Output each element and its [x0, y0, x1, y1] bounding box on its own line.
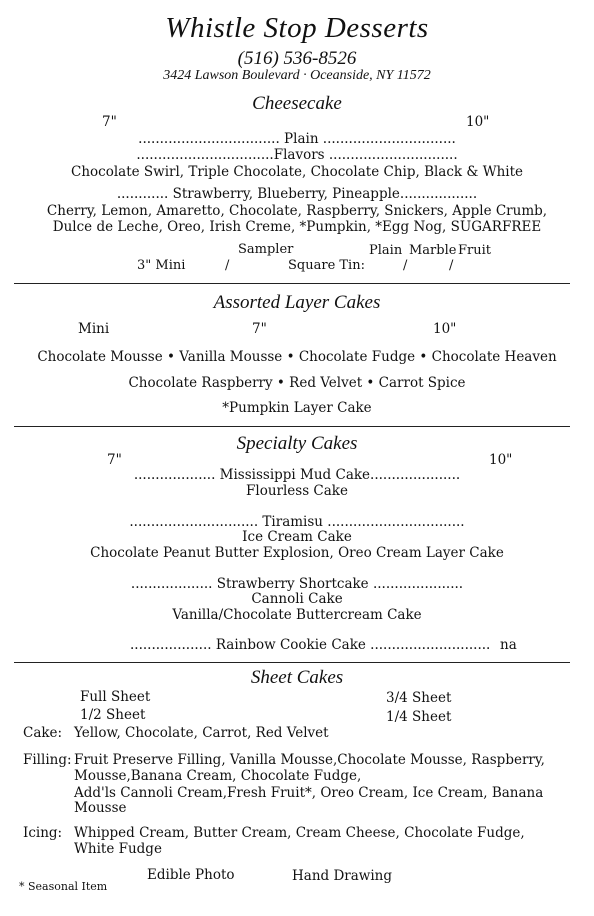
mud-cake-line: ................... Mississippi Mud Cake..................... — [133, 467, 461, 483]
plain-option-label: Plain — [369, 243, 403, 258]
half-sheet: 1/2 Sheet — [80, 707, 146, 723]
layer-cakes-heading: Assorted Layer Cakes — [213, 292, 381, 313]
cake-label: Cake: — [23, 725, 63, 741]
filling-options-1: Fruit Preserve Filling, Vanilla Mousse,Chocolate Mousse, Raspberry, — [74, 752, 545, 768]
layer-size-mini: Mini — [78, 321, 110, 337]
cheesecake-flavors-list-2: Cherry, Lemon, Amaretto, Chocolate, Raspberry, Snickers, Apple Crumb, — [46, 203, 548, 219]
tin-slash-1: / — [403, 258, 408, 273]
shortcake-line: ................... Strawberry Shortcake ..................... — [130, 576, 464, 592]
tiramisu-line: .............................. Tiramisu ................................ — [129, 514, 465, 530]
flourless-cake: Flourless Cake — [246, 483, 348, 499]
cheesecake-berries-line: ............ Strawberry, Blueberry, Pineapple.................. — [116, 186, 478, 202]
cheesecake-size-7: 7" — [102, 114, 117, 130]
quarter-sheet: 1/4 Sheet — [386, 709, 452, 725]
sheet-cakes-heading: Sheet Cakes — [250, 667, 344, 688]
rainbow-cookie-line: ................... Rainbow Cookie Cake ............................ — [130, 637, 491, 653]
cheesecake-size-10: 10" — [466, 114, 490, 130]
filling-label: Filling: — [23, 752, 72, 768]
divider-2 — [14, 426, 570, 427]
specialty-cakes-heading: Specialty Cakes — [236, 433, 358, 454]
layer-flavors-1: Chocolate Mousse • Vanilla Mousse • Chocolate Fudge • Chocolate Heaven — [37, 349, 557, 365]
tin-slash-2: / — [449, 258, 454, 273]
filling-options-2: Mousse,Banana Cream, Chocolate Fudge, — [74, 768, 362, 784]
cheesecake-flavors-list-1: Chocolate Swirl, Triple Chocolate, Chocolate Chip, Black & White — [70, 164, 523, 180]
edible-photo: Edible Photo — [147, 867, 235, 883]
three-quarter-sheet: 3/4 Sheet — [386, 690, 452, 706]
square-tin-label: Square Tin: — [288, 258, 365, 273]
icing-options-2: White Fudge — [74, 841, 162, 857]
sampler-label: Sampler — [238, 242, 294, 257]
marble-option-label: Marble — [409, 243, 457, 258]
seasonal-note: * Seasonal Item — [19, 880, 108, 893]
cheesecake-flavors-line: ................................Flavors .............................. — [136, 147, 458, 163]
cheesecake-flavors-list-3: Dulce de Leche, Oreo, Irish Creme, *Pumpkin, *Egg Nog, SUGARFREE — [52, 219, 542, 235]
icing-label: Icing: — [23, 825, 63, 841]
icing-options-1: Whipped Cream, Butter Cream, Cream Cheese, Chocolate Fudge, — [74, 825, 525, 841]
specialty-size-10: 10" — [489, 452, 513, 468]
full-sheet: Full Sheet — [80, 689, 151, 705]
layer-flavors-2: Chocolate Raspberry • Red Velvet • Carrot Spice — [128, 375, 466, 391]
phone-number: (516) 536-8526 — [237, 48, 357, 69]
peanut-butter-line: Chocolate Peanut Butter Explosion, Oreo Cream Layer Cake — [90, 545, 504, 561]
bakery-name: Whistle Stop Desserts — [165, 12, 429, 44]
layer-size-10: 10" — [433, 321, 457, 337]
specialty-size-7: 7" — [107, 452, 122, 468]
layer-flavors-3: *Pumpkin Layer Cake — [222, 400, 372, 416]
divider-1 — [14, 283, 570, 284]
ice-cream-cake: Ice Cream Cake — [242, 529, 352, 545]
fruit-option-label: Fruit — [458, 243, 491, 258]
cake-options: Yellow, Chocolate, Carrot, Red Velvet — [74, 725, 329, 741]
layer-size-7: 7" — [252, 321, 267, 337]
cheesecake-heading: Cheesecake — [252, 93, 342, 114]
rainbow-na: na — [500, 637, 517, 653]
buttercream-cake: Vanilla/Chocolate Buttercream Cake — [172, 607, 422, 623]
mini-size-label: 3" Mini — [137, 258, 186, 273]
address: 3424 Lawson Boulevard · Oceanside, NY 11572 — [163, 68, 431, 83]
cannoli-cake: Cannoli Cake — [251, 591, 343, 607]
divider-3 — [14, 662, 570, 663]
hand-drawing: Hand Drawing — [292, 868, 392, 884]
filling-options-3: Add'ls Cannoli Cream,Fresh Fruit*, Oreo Cream, Ice Cream, Banana — [74, 785, 544, 801]
filling-options-4: Mousse — [74, 800, 127, 816]
cheesecake-plain-line: ................................. Plain ............................... — [138, 131, 456, 147]
mini-slash: / — [225, 258, 230, 273]
